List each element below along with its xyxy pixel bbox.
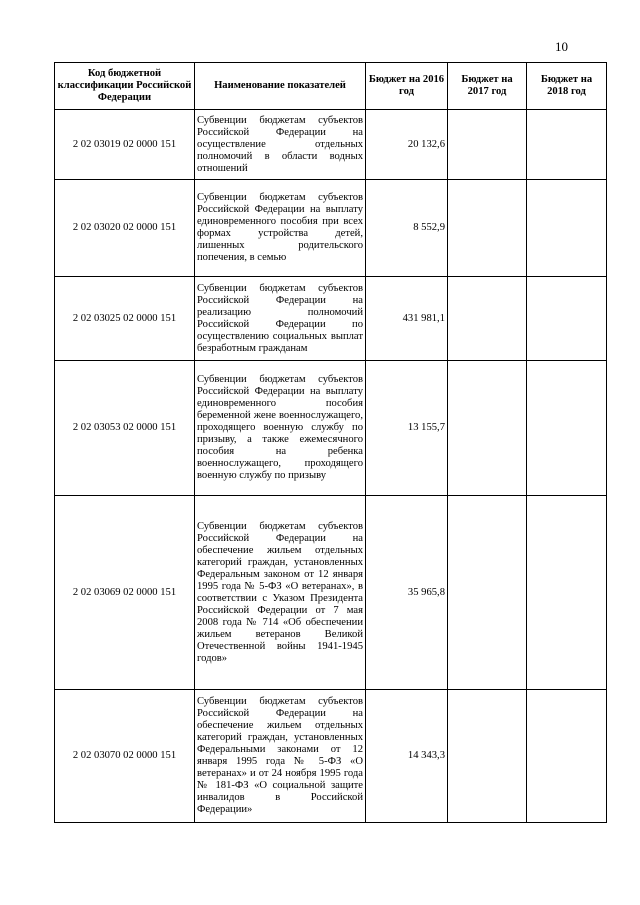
budget-2018-cell (527, 110, 607, 180)
budget-code-cell: 2 02 03070 02 0000 151 (55, 690, 195, 823)
budget-2017-cell (448, 690, 527, 823)
table-row (55, 496, 607, 690)
budget-2017-cell (448, 180, 527, 277)
header-budget-2017: Бюджет на 2017 год (448, 63, 527, 110)
indicator-name-cell: Субвенции бюджетам субъектов Российской Федерации на осуществление отдельных полномочий в области водных отношений (195, 110, 366, 180)
budget-code-cell: 2 02 03019 02 0000 151 (55, 110, 195, 180)
budget-2016-cell: 431 981,1 (366, 277, 448, 361)
table-row (55, 690, 607, 823)
budget-2016-cell: 35 965,8 (366, 496, 448, 690)
budget-2016-cell: 20 132,6 (366, 110, 448, 180)
page-number: 10 (555, 39, 568, 54)
budget-2018-cell (527, 180, 607, 277)
budget-2017-cell (448, 496, 527, 690)
header-name: Наименование показателей (195, 63, 366, 110)
table-row (55, 110, 607, 180)
budget-code-cell: 2 02 03069 02 0000 151 (55, 496, 195, 690)
budget-code-cell: 2 02 03053 02 0000 151 (55, 361, 195, 496)
indicator-name-cell: Субвенции бюджетам субъектов Российской Федерации на выплату единовременного пособия беременной жене военнослужащего, проходящего военную службу по призыву, а также ежемесячного пособия на ребенка военнослужащего, проходящего военную службу по призыву (195, 361, 366, 496)
budget-2017-cell (448, 110, 527, 180)
indicator-name-cell: Субвенции бюджетам субъектов Российской Федерации на обеспечение жильем отдельных категорий граждан, установленных Федеральным законом от 12 января 1995 года № 5-ФЗ «О ветеранах», в соответствии с Указом Президента Российской Федерации от 7 мая 2008 года № 714 «Об обеспечении жильем ветеранов Великой Отечественной войны 1941-1945 годов» (195, 496, 366, 690)
header-budget-2016: Бюджет на 2016 год (366, 63, 448, 110)
indicator-name-cell: Субвенции бюджетам субъектов Российской Федерации на обеспечение жильем отдельных категорий граждан, установленных Федеральными законами от 12 января 1995 года № 5-ФЗ «О ветеранах» и от 24 ноября 1995 года № 181-ФЗ «О социальной защите инвалидов в Российской Федерации» (195, 690, 366, 823)
budget-2018-cell (527, 496, 607, 690)
table-row (55, 180, 607, 277)
budget-2018-cell (527, 277, 607, 361)
table-row (55, 361, 607, 496)
budget-2017-cell (448, 361, 527, 496)
budget-2016-cell: 13 155,7 (366, 361, 448, 496)
header-code: Код бюджетной классификации Российской Федерации (55, 63, 195, 110)
table-row (55, 277, 607, 361)
budget-2017-cell (448, 277, 527, 361)
budget-2018-cell (527, 690, 607, 823)
table-header-row (55, 63, 607, 110)
budget-2016-cell: 8 552,9 (366, 180, 448, 277)
budget-code-cell: 2 02 03020 02 0000 151 (55, 180, 195, 277)
budget-2018-cell (527, 361, 607, 496)
budget-table (54, 62, 607, 823)
budget-2016-cell: 14 343,3 (366, 690, 448, 823)
budget-code-cell: 2 02 03025 02 0000 151 (55, 277, 195, 361)
indicator-name-cell: Субвенции бюджетам субъектов Российской Федерации на выплату единовременного пособия при всех формах устройства детей, лишенных родительского попечения, в семью (195, 180, 366, 277)
indicator-name-cell: Субвенции бюджетам субъектов Российской Федерации на реализацию полномочий Российской Федерации по осуществлению социальных выплат безработным гражданам (195, 277, 366, 361)
header-budget-2018: Бюджет на 2018 год (527, 63, 607, 110)
